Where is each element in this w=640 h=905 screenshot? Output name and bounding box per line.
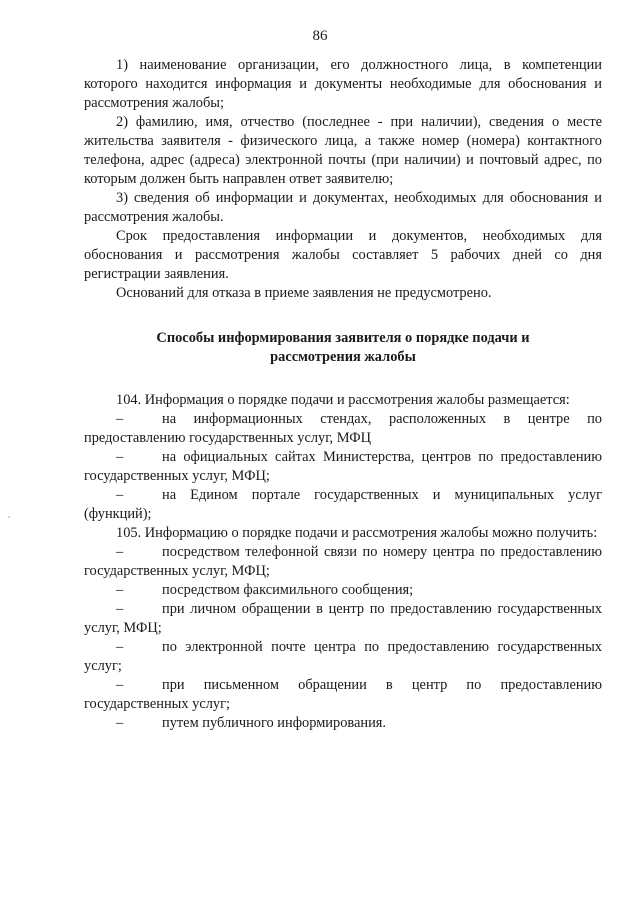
dash-marker: – [116,639,124,655]
list-item-text: на Едином портале государственных и муниципальных услуг (функций); [84,487,602,522]
paragraph-item-2: 2) фамилию, имя, отчество (последнее - при наличии), сведения о месте жительства заявителя - физического лица, а также номер (номера) контактного телефона, адрес (адреса) электронной почты (при наличии) и почтовый адрес, по которым должен быть направлен ответ заявителю; [84,114,602,187]
dash-marker: – [116,715,124,731]
paragraph-deadline: Срок предоставления информации и документов, необходимых для обоснования и рассмотрения жалобы составляет 5 рабочих дней со дня регистрации заявления. [84,228,602,282]
list-item [84,410,602,448]
list-item [84,486,602,524]
list-item-text: на официальных сайтах Министерства, центров по предоставлению государственных услуг, МФЦ; [84,449,602,484]
paragraph-item-1: 1) наименование организации, его должностного лица, в компетенции которого находится информация и документы необходимые для обоснования и рассмотрения жалобы; [84,57,602,111]
section-heading: Способы информирования заявителя о порядке подачи и рассмотрения жалобы [156,330,530,365]
margin-dot: , [8,510,10,519]
list-item [84,581,602,600]
list-item [84,714,602,733]
paragraph-no-refusal: Оснований для отказа в приеме заявления не предусмотрено. [116,285,492,301]
clause-105-intro: 105. Информацию о порядке подачи и рассмотрения жалобы можно получить: [116,525,598,541]
list-item [84,543,602,581]
page-number: 86 [312,28,328,44]
list-item-text: на информационных стендах, расположенных в центре по предоставлению государственных услуг, МФЦ [84,411,602,446]
list-item-text: при личном обращении в центр по предоставлению государственных услуг, МФЦ; [84,601,602,636]
list-item [84,676,602,714]
list-item-text: посредством телефонной связи по номеру центра по предоставлению государственных услуг, МФЦ; [84,544,602,579]
dash-marker: – [116,544,124,560]
dash-marker: – [116,487,124,503]
dash-marker: – [116,677,124,693]
dash-marker: – [116,411,124,427]
document-body [84,56,602,733]
list-item-text: путем публичного информирования. [162,715,387,731]
list-item-text: по электронной почте центра по предоставлению государственных услуг; [84,639,602,674]
list-item [84,638,602,676]
paragraph-item-3: 3) сведения об информации и документах, необходимых для обоснования и рассмотрения жалобы. [84,190,602,225]
dash-marker: – [116,601,124,617]
list-item-text: при письменном обращении в центр по предоставлению государственных услуг; [84,677,602,712]
clause-104-intro: 104. Информация о порядке подачи и рассмотрения жалобы размещается: [116,392,570,408]
dash-marker: – [116,449,124,465]
list-item-text: посредством факсимильного сообщения; [162,582,414,598]
list-item [84,448,602,486]
dash-marker: – [116,582,124,598]
list-item [84,600,602,638]
